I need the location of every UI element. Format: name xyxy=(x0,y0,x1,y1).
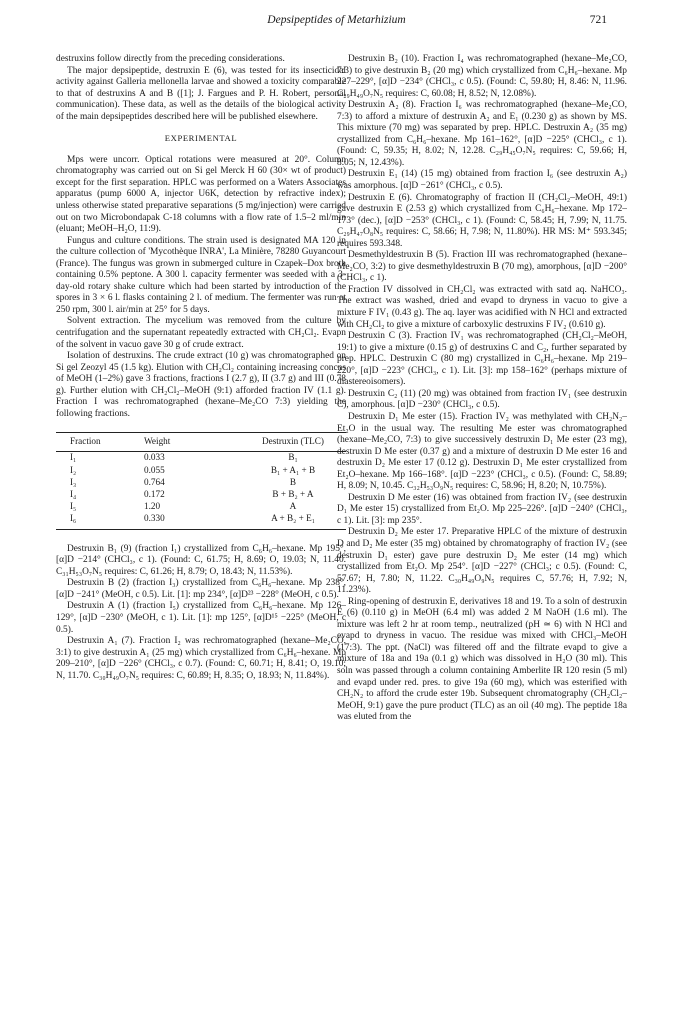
table-row xyxy=(56,489,346,501)
paragraph: Mps were uncorr. Optical rotations were measured at 20°. Column chromatography was carried out on Si gel Merck H 60 (30× wt of product) except for the first separation. HPLC was performed on a Waters Associates apparatus (pump 6000 A, injector U6K, detection by refractive index); unless otherwise stated preparative separations (5 mg/injection) were carried out on two Microbondapak C-18 columns with a flow rate of 1.5–2 ml/min (eluant; MeOH–H₂O, 11:9). xyxy=(56,154,346,235)
table-row xyxy=(56,451,346,464)
paragraph: Destruxin C₂ (11) (20 mg) was obtained from fraction IV₁ (see destruxin C), amorphous. [α]D −230° (CHCl₃, c 0.5). xyxy=(337,388,627,411)
paragraph: Destruxin A (1) (fraction I₅) crystallized from C₆H₆–hexane. Mp 126–129°, [α]D −230° (MeOH, c 1). Lit. [1]: mp 125°, [α]D¹⁵ −225° (MeOH, c 0.5). xyxy=(56,601,346,635)
table-cell: B₁ + A₁ + B xyxy=(270,464,316,475)
table-cell: 0.330 xyxy=(144,513,240,529)
paragraph: Solvent extraction. The mycelium was removed from the culture by centrifugation and the supernatant repeatedly extracted with CH₂Cl₂. Evapn of the solvent in vacuo gave 30 g of crude extract. xyxy=(56,316,346,350)
paragraph: Destruxin A₂ (8). Fraction I₆ was rechromatographed (hexane–Me₂CO, 7:3) to afford a mixture of destruxin A₂ and E₁ (0.230 g) as shown by MS. This mixture (70 mg) was separated by prep. HPLC. Destruxin A₂ (35 mg) crystallized from C₆H₆–hexane. Mp 161–162°, [α]D −225° (CHCl₃, c 1). (Found: C, 59.35; H, 8.02; N, 12.28. C₂₉H₄₅O₇N₅ requires: C, 59.66; H, 8.05; N, 12.43%). xyxy=(337,100,627,168)
paragraph: Destruxin E₁ (14) (15 mg) obtained from fraction I₆ (see destruxin A₂) was amorphous. [α]D −261° (CHCl₃, c 0.5). xyxy=(337,169,627,192)
table-cell: 0.172 xyxy=(144,489,165,500)
paragraph: Fraction IV dissolved in CH₂Cl₂ was extracted with satd aq. NaHCO₃. The extract was washed, dried and evapd to dryness in vacuo to give a mixture F IV₁ (0.43 g). The aq. layer was acidified with N HCl and extracted with CH₂Cl₂ to give a mixture of carboxylic destruxins F IV₂ (0.610 g). xyxy=(337,284,627,330)
paragraph: Destruxin B₂ (10). Fraction I₄ was rechromatographed (hexane–Me₂CO, 7:3) to give destruxin B₂ (20 mg) which crystallized from C₆H₆–hexane. Mp 227–229°, [α]D −234° (CHCl₃, c 0.5). (Found: C, 59.80; H, 8.46: N, 11.96. C₂₉H₄₉O₇N₅ requires: C, 60.08; H, 8.52; N, 12.08%). xyxy=(337,54,627,99)
paragraph: Destruxin E (6). Chromatography of fraction II (CH₂Cl₂–MeOH, 49:1) gave destruxin E (2.53 g) which crystallized from C₆H₆–hexane. Mp 172–173° (dec.), [α]D −253° (CHCl₃, c 1). (Found: C, 58.45; H, 7.99; N, 11.75. C₂₉H₄₇O₈N₅ requires: C, 58.66; H, 7.98; N, 11.80%). HR MS: M⁺ 593.345; requires 593.348. xyxy=(337,192,627,249)
table-cell: A xyxy=(289,501,297,512)
table-cell: I₃ xyxy=(70,476,77,487)
column-header: Fraction xyxy=(56,433,144,452)
table-cell: I₁ xyxy=(70,452,77,463)
table-cell: B + B₂ + A xyxy=(272,489,314,500)
table-cell: I₂ xyxy=(70,464,77,475)
running-title: Depsipeptides of Metarhizium xyxy=(267,14,406,26)
table-header-row xyxy=(56,433,346,452)
paragraph: Destruxin B₁ (9) (fraction I₁) crystallized from C₆H₆–hexane. Mp 195°, [α]D −214° (CHCl₃, c 1). (Found: C, 61.75; H, 8.69; O, 19.03; N, 11.40. C₃₁H₅₃O₇N₅ requires: C, 61.26; H, 8.79; O, 18.43; N, 11.53%). xyxy=(56,543,346,577)
right-column xyxy=(337,54,627,724)
table-cell: I₆ xyxy=(56,513,144,529)
paragraph: Ring-opening of destruxin E, derivatives 18 and 19. To a soln of destruxin E (6) (0.110 g) in MeOH (6.4 ml) was added 2 M NaOH (1.6 ml). The mixture was left 2 hr at room temp., neutralized (pH ≃ 6) with N HCl and evapd to dryness in vacuo. The residue was mixed with CHCl₃–MeOH (17:3). The ppt. (NaCl) was filtered off and the filtrate evapd to give a mixture of 18a and 19a (0.1 g) which was dissolved in H₂O (30 ml). This soln was passed through a column containing Amberlite IR 120 resin (5 ml) and evapd under red. pres. to give 19a (60 mg), which was esterified with CH₂N₂ to afford the crude ester 19b. Subsequent chromatography (CH₂Cl₂–MeOH, 9:1) gave the pure product (TLC) as an oil (40 mg). The peptide 18a was eluted from the xyxy=(337,596,627,723)
table-row xyxy=(56,501,346,513)
paragraph: The major depsipeptide, destruxin E (6), was tested for its insecticidal activity against Galleria mellonella larvae and showed a toxicity comparable to that of destruxins A and B ([1]; J. Fargues and P. H. Robert, personal communication). These data, as well as the details of the biological activity of the main depsipeptides described here will be published elsewhere. xyxy=(56,65,346,122)
fraction-table xyxy=(56,432,346,529)
column-header: Destruxin (TLC) xyxy=(240,433,346,452)
paragraph: Destruxin D₂ Me ester 17. Preparative HPLC of the mixture of destruxin D and D₂ Me ester (35 mg) obtained by chromatography of fraction IV₂ (see destruxin D₁ ester) gave pure destruxin D₂ Me ester (14 mg) which crystallized from Et₂O. Mp 254°. [α]D −227° (CHCl₃; c 0.5). (Found: C, 57.67; H, 7.80; N, 11.22. C₃₀H₄₉O₉N₅ requires C, 57.76; H, 7.92; N, 11.23%). xyxy=(337,527,627,596)
table-cell: 0.764 xyxy=(144,476,165,487)
left-column xyxy=(56,54,346,682)
page-number: 721 xyxy=(589,14,607,26)
paragraph: Destruxin B (2) (fraction I₃) crystallized from C₆H₆–hexane. Mp 238°, [α]D −241° (MeOH, c 0.5). Lit. [1]: mp 234°, [α]D²³ −228° (MeOH, c 0.5). xyxy=(56,578,346,600)
table-cell: I₄ xyxy=(70,489,77,500)
running-header xyxy=(0,14,673,30)
paragraph: Destruxin D₁ Me ester (15). Fraction IV₂ was methylated with CH₂N₂–Et₂O in the usual way. The resulting Me ester was chromatographed (hexane–Me₂CO, 7:3) to give successively destruxin D₁ Me ester (23 mg), destruxin D Me ester (0.37 g) and a mixture of destruxin D Me ester 16 and destruxin D₂ Me ester 17 (0.12 g). Destruxin D₁ Me ester crystallized from Et₂O–hexane. Mp 166–168°. [α]D −223° (CHCl₃, c 0.5). (Found: C, 58.89; H, 8.09; N, 10.45. C₃₂H₅₃O₉N₅ requires: C, 58.96; H, 8.20; N, 10.75%). xyxy=(337,411,627,492)
paragraph: destruxins follow directly from the preceding considerations. xyxy=(56,54,285,64)
table-cell: 0.033 xyxy=(144,452,165,463)
table-cell: B xyxy=(289,476,297,487)
paragraph: Destruxin A₁ (7). Fraction I₂ was rechromatographed (hexane–Me₂CO, 3:1) to give destruxin A₁ (25 mg) which crystallized from C₆H₆–hexane. Mp 209–210°, [α]D −226° (CHCl₃, c 0.7). (Found: C, 60.71; H, 8.41; O, 19.10; N, 11.70. C₃₀H₄₉O₇N₅ requires: C, 60.89; H, 8.35; O, 18.93; N, 11.84%). xyxy=(56,636,346,681)
table-cell: 0.055 xyxy=(144,464,165,475)
paragraph: Destruxin C (3). Fraction IV₁ was rechromatographed (CH₂Cl₂–MeOH, 19:1) to give a mixture (0.15 g) of destruxins C and C₂, further separated by prep. HPLC. Destruxin C (80 mg) crystallized in C₆H₆–hexane. Mp 219–220°, [α]D −223° (CHCl₃, c 1). Lit. [3]: mp 158–162° (perhaps mixture of diastereoisomers). xyxy=(337,331,627,388)
table-cell: B₁ xyxy=(288,452,298,463)
table-cell: I₅ xyxy=(70,501,77,512)
table-row xyxy=(56,464,346,476)
paragraph: Destruxin D Me ester (16) was obtained from fraction IV₂ (see destruxin D₁ Me ester 15) crystallized from Et₂O. Mp 225–226°. [α]D −240° (CHCl₃, c 1). Lit. [3]: mp 235°. xyxy=(337,492,627,526)
table-cell: A + B₂ + E₁ xyxy=(240,513,346,529)
column-header: Weight xyxy=(144,433,240,452)
section-heading: EXPERIMENTAL xyxy=(164,133,238,144)
table-row xyxy=(56,513,346,529)
table-cell: 1.20 xyxy=(144,501,161,512)
table-row xyxy=(56,476,346,488)
paragraph: Desmethyldestruxin B (5). Fraction III was rechromatographed (hexane–Me₂CO, 3:2) to give desmethyldestruxin B (70 mg), amorphous, [α]D −200° (CHCl₃, c 1). xyxy=(337,250,627,284)
paragraph: Fungus and culture conditions. The strain used is designated MA 120 in the culture collection of 'Mycothèque INRA', La Minière, 78280 Guyancourt (France). The fungus was grown in submerged culture in Czapek–Dox broth containing 0.5% peptone. A 300 l. capacity fermenter was seeded with a 3-day-old rotary shake culture which had been started by introduction of the spores in 3 × 6 l. flasks containing 2 l. of medium. The fermenter was run at 250 rpm, 300 l. air/min at 25° for 5 days. xyxy=(56,235,346,315)
paragraph: Isolation of destruxins. The crude extract (10 g) was chromatographed on Si gel Zeozyl 45 (1.5 kg). Elution with CH₂Cl₂ containing increasing concns of MeOH (1–2%) gave 3 fractions, fractions I (2.7 g), II (3.7 g) and III (0.78 g). Further elution with CH₂Cl₂–MeOH (9:1) afforded fraction IV (1.1 g). Fraction I was rechromatographed (hexane–Me₂CO 7:3) yielding the following fractions. xyxy=(56,351,346,419)
